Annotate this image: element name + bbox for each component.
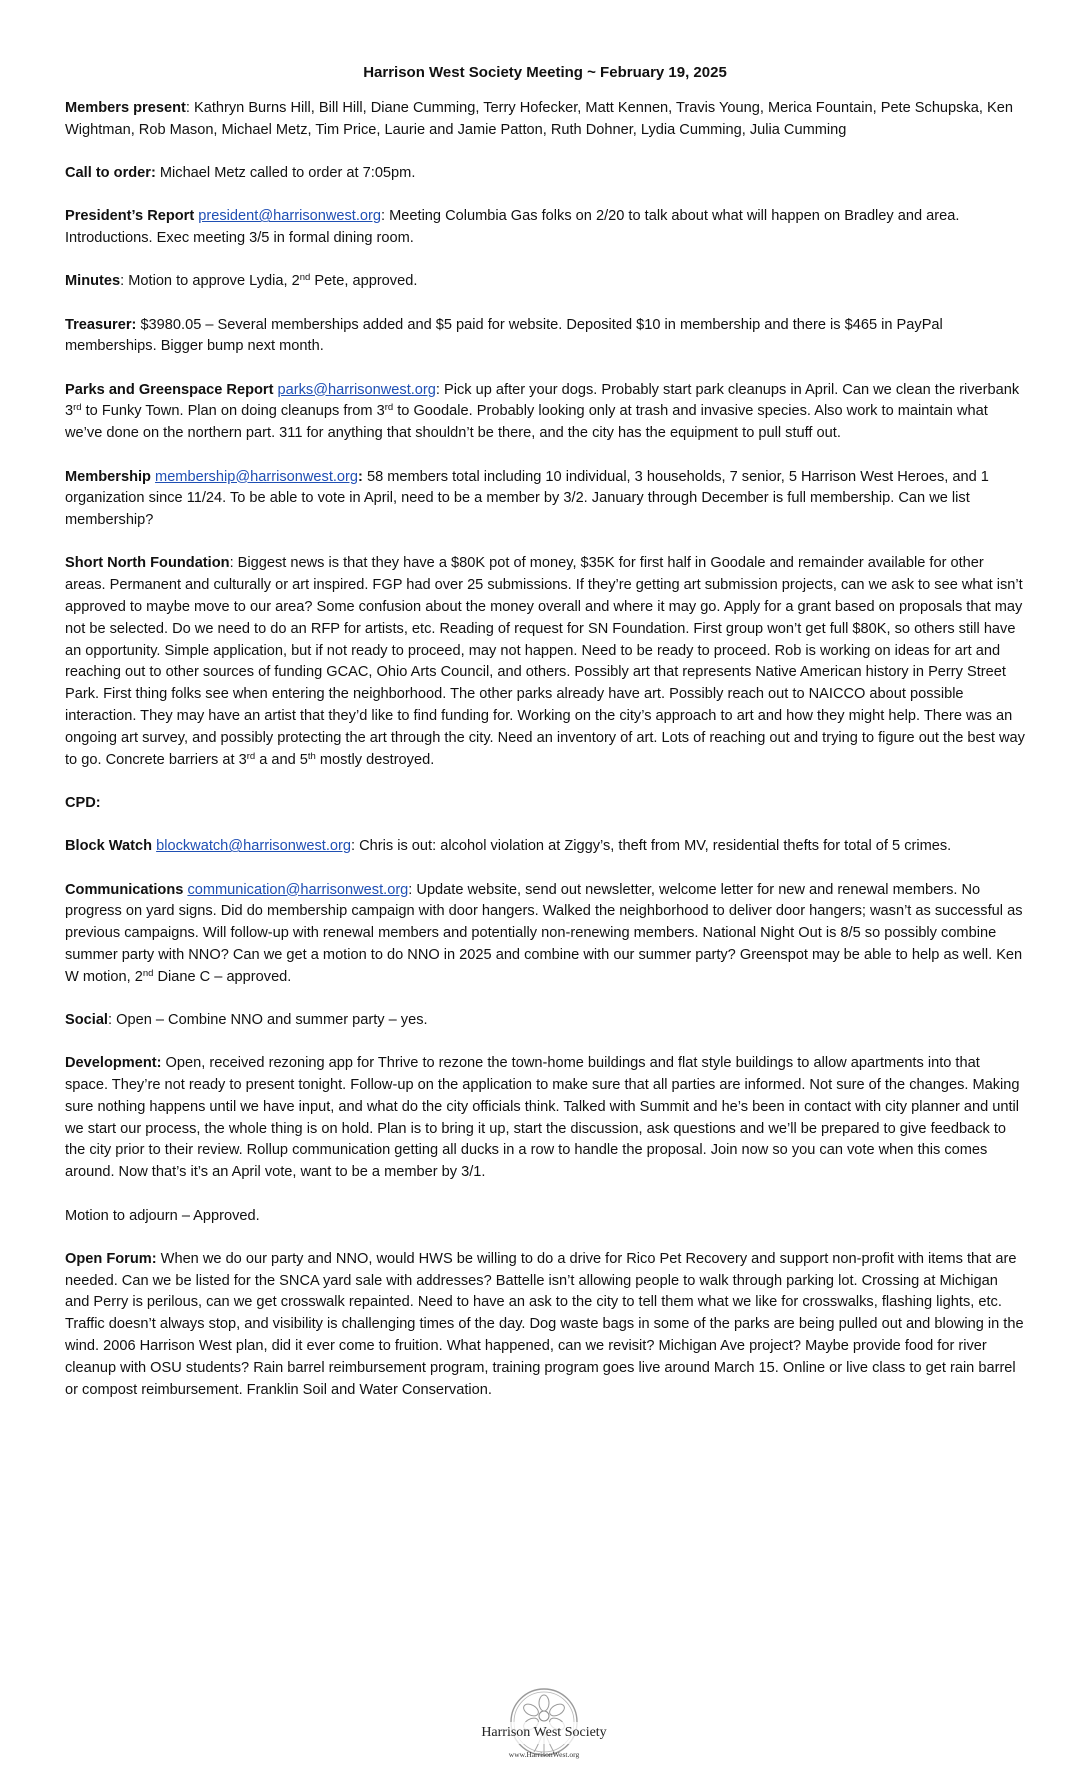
membership-email-link[interactable]: membership@harrisonwest.org bbox=[155, 468, 359, 485]
social-text: : Open – Combine NNO and summer party – yes. bbox=[108, 1012, 428, 1028]
parks-ordinal-a: rd bbox=[73, 402, 82, 414]
communications-text-end: Diane C – approved. bbox=[153, 968, 292, 985]
parks-email-link[interactable]: parks@harrisonwest.org bbox=[277, 381, 436, 398]
parks-label: Parks and Greenspace Report bbox=[65, 381, 274, 398]
society-logo bbox=[478, 1686, 610, 1778]
communications-ordinal: nd bbox=[142, 967, 154, 979]
minutes-label: Minutes bbox=[65, 273, 121, 290]
social-label: Social bbox=[65, 1012, 108, 1028]
treasurer-paragraph bbox=[65, 315, 1025, 359]
open-forum-label: Open Forum: bbox=[65, 1250, 157, 1267]
document-title: Harrison West Society Meeting ~ February 19, 2025 bbox=[363, 64, 727, 81]
parks-text-b: to Funky Town. Plan on doing cleanups from 3 bbox=[81, 403, 385, 420]
document-body bbox=[65, 62, 1025, 1423]
president-email-link[interactable]: president@harrisonwest.org bbox=[198, 208, 382, 225]
parks-ordinal-b: rd bbox=[384, 402, 394, 414]
short-north-text-c: mostly destroyed. bbox=[315, 751, 435, 768]
development-paragraph bbox=[65, 1053, 1025, 1184]
parks-text-c: to Goodale. Probably looking only at trash and invasive species. Also work to maintain what we’ve done on the northern part. 311 for anything that shouldn’t be there, and the city has the equipment to pull stuff out. bbox=[65, 403, 988, 442]
treasurer-label: Treasurer: bbox=[65, 316, 137, 333]
membership-text: 58 members total including 10 individual, 3 households, 7 senior, 5 Harrison West Heroes, and 1 organization since 11/24. To be able to vote in April, need to be a member by 3/2. January through December is full membership. Can we list membership? bbox=[65, 468, 989, 529]
short-north-text: : Biggest news is that they have a $80K pot of money, $35K for first half in Goodale and remainder available for other areas. Permanent and culturally or art inspired. FGP had over 25 submissions. If they’re getting art submission projects, can we ask to see what isn’t approved to maybe move to our area? Some confusion about the money overall and where it may go. Apply for a grant based on proposals that may not be selected. Do we need to do an RFP for artists, etc. Reading of request for SN Foundation. First group won’t get full $80K, so others still have an opportunity. Simple application, but if not ready to proceed, may not happen. Need to be ready to proceed. Rob is working on ideas for art and reaching out to other sources of funding GCAC, Ohio Arts Council, and others. Possibly art that represents Native American history in Perry Street Park. First thing folks see when entering the neighborhood. The other parks already have art. Possibly reach out to NAICCO about possible interaction. They may have an artist that they’d like to find funding for. Working on the city’s approach to art and how they might help. There was an ongoing art survey, and possibly protecting the art through the city. Need an inventory of art. Lots of reaching out and trying to figure out the best way to go. Concrete barriers at 3 bbox=[65, 555, 1025, 768]
block-watch-paragraph bbox=[65, 836, 1025, 858]
membership-colon: : bbox=[358, 468, 363, 485]
logo-website: www.HarrisonWest.org bbox=[508, 1749, 580, 1759]
president-report-label: President’s Report bbox=[65, 208, 195, 225]
cpd-label: CPD: bbox=[65, 794, 101, 811]
minutes-ordinal: nd bbox=[299, 272, 311, 284]
call-to-order-paragraph bbox=[65, 163, 1025, 185]
development-label: Development: bbox=[65, 1055, 162, 1072]
membership-label: Membership bbox=[65, 468, 151, 485]
short-north-paragraph bbox=[65, 553, 1025, 771]
short-north-text-b: a and 5 bbox=[255, 751, 308, 768]
short-north-ordinal-b: th bbox=[307, 750, 316, 762]
members-present-label: Members present bbox=[65, 99, 186, 116]
logo-society-name: Harrison West Society bbox=[481, 1722, 606, 1744]
communications-email-link[interactable]: communication@harrisonwest.org bbox=[187, 881, 409, 898]
block-watch-label: Block Watch bbox=[65, 838, 153, 855]
minutes-text: : Motion to approve Lydia, 2 bbox=[120, 273, 300, 290]
communications-paragraph bbox=[65, 880, 1025, 989]
short-north-label: Short North Foundation bbox=[65, 555, 230, 572]
development-text: Open, received rezoning app for Thrive to rezone the town-home buildings and flat style buildings to allow apartments into that space. They’re not ready to present tonight. Follow-up on the application to make sure that all parties are informed. Not sure of the changes. Making sure nothing happens until we have input, and what do the city officials think. Talked with Summit and he’s been in contact with city planner and until we start our process, the whole thing is on hold. Plan is to bring it up, start the discussion, ask questions and we’ll be prepared to give feedback to the city prior to their review. Rollup communication getting all ducks in a row to handle the proposal. Join now so you can vote when this comes around. Now that’s it’s an April vote, want to be a member by 3/1. bbox=[65, 1055, 1020, 1181]
short-north-ordinal-a: rd bbox=[246, 750, 256, 762]
call-to-order-label: Call to order: bbox=[65, 164, 156, 181]
membership-paragraph bbox=[65, 467, 1025, 532]
president-report-text: : Meeting Columbia Gas folks on 2/20 to talk about what will happen on Bradley and area. Introductions. Exec meeting 3/5 in formal dining room. bbox=[65, 208, 960, 246]
social-paragraph bbox=[65, 1010, 1025, 1032]
parks-text: : Pick up after your dogs. Probably start park cleanups in April. Can we clean the riverbank 3 bbox=[65, 381, 1020, 420]
communications-text: : Update website, send out newsletter, welcome letter for new and renewal members. No progress on yard signs. Did do membership campaign with door hangers. Walked the neighborhood to deliver door hangers; wasn’t as successful as previous campaigns. Will follow-up with renewal members and potentially non-renewing members. National Night Out is 8/5 so possibly combine summer party with NNO? Can we get a motion to do NNO in 2025 and combine with our summer party? Greenspot may be able to help as well. Ken W motion, 2 bbox=[65, 881, 1023, 985]
members-present-paragraph bbox=[65, 98, 1025, 142]
minutes-paragraph bbox=[65, 271, 1025, 293]
adjourn-paragraph: Motion to adjourn – Approved. bbox=[65, 1207, 260, 1224]
members-present-text: : Kathryn Burns Hill, Bill Hill, Diane Cumming, Terry Hofecker, Matt Kennen, Travis Young, Merica Fountain, Pete Schupska, Ken Wightman, Rob Mason, Michael Metz, Tim Price, Laurie and Jamie Patton, Ruth Dohner, Lydia Cumming, Julia Cumming bbox=[65, 99, 1013, 138]
open-forum-paragraph bbox=[65, 1249, 1025, 1402]
call-to-order-text: Michael Metz called to order at 7:05pm. bbox=[155, 164, 416, 181]
block-watch-email-link[interactable]: blockwatch@harrisonwest.org bbox=[156, 838, 351, 855]
block-watch-text: : Chris is out: alcohol violation at Ziggy’s, theft from MV, residential thefts for total of 5 crimes. bbox=[351, 838, 952, 855]
communications-label: Communications bbox=[65, 881, 184, 898]
treasurer-text: $3980.05 – Several memberships added and $5 paid for website. Deposited $10 in membership and there is $465 in PayPal memberships. Bigger bump next month. bbox=[65, 316, 943, 355]
open-forum-text: When we do our party and NNO, would HWS be willing to do a drive for Rico Pet Recovery and support non-profit with items that are needed. Can we be listed for the SNCA yard sale with addresses? Battelle isn’t allowing people to walk through parking lot. Crossing at Michigan and Perry is perilous, can we get crosswalk repainted. Need to have an ask to the city to tell them what we like for crosswalks, flashing lights, etc. Traffic doesn’t always stop, and visibility is challenging times of the day. Dog waste bags in some of the parks are being pulled out and blowing in the wind. 2006 Harrison West plan, did it ever come to fruition. What happened, can we revisit? Michigan Ave project? Maybe provide food for river cleanup with OSU students? Rain barrel reimbursement program, training program goes live around March 15. Online or live class to get rain barrel or compost reimbursement. Franklin Soil and Water Conservation. bbox=[65, 1250, 1024, 1398]
president-report-paragraph bbox=[65, 206, 1025, 250]
minutes-text-end: Pete, approved. bbox=[310, 273, 418, 290]
parks-paragraph bbox=[65, 380, 1025, 445]
cpd-paragraph bbox=[65, 793, 1025, 815]
